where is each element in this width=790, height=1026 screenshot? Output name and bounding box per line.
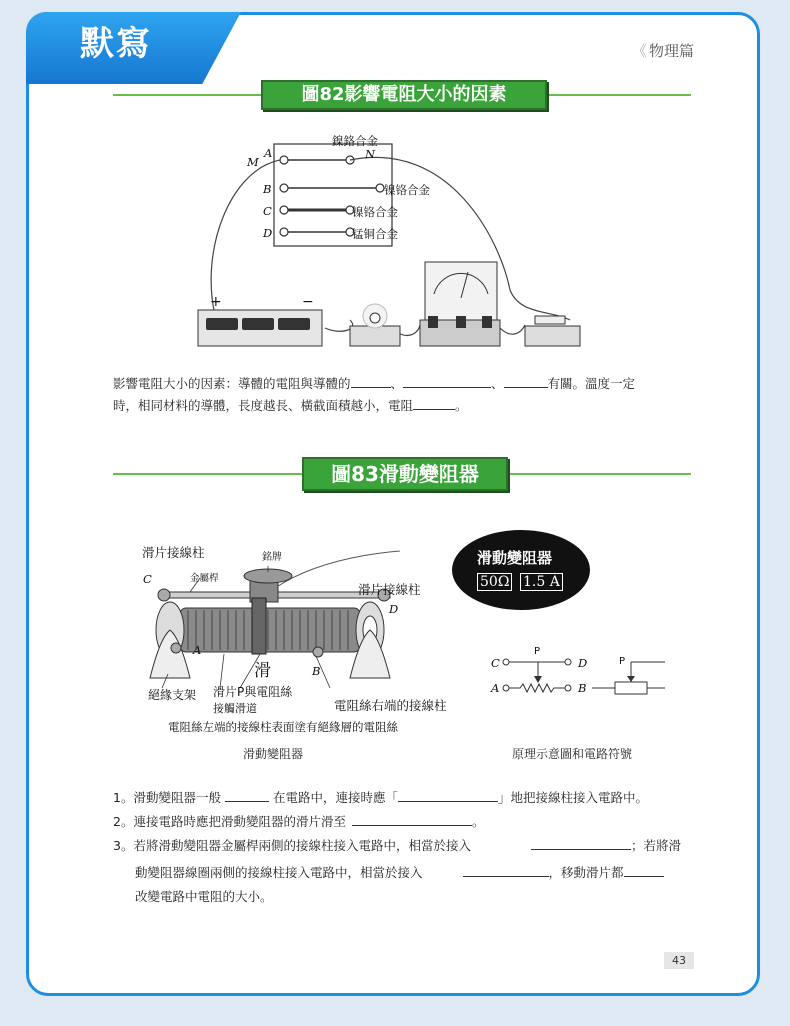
fig82-label-M: M — [247, 155, 259, 169]
fig82-text-line2: 時，相同材料的導體，長度越長、橫截面積越小，電阻 — [113, 398, 414, 413]
section-label — [632, 40, 694, 61]
label-slider-post-left: 滑片接線柱 — [142, 545, 205, 560]
caption-rheostat: 滑動變阻器 — [243, 747, 304, 761]
q3-blank-1[interactable] — [531, 835, 631, 850]
schematic-label-D: D — [578, 656, 588, 670]
battery-plus-label: + — [210, 294, 222, 310]
fig83-title: 圖83滑動變阻器 — [302, 457, 508, 491]
fig82-label-D: D — [263, 226, 273, 240]
fig82-label-A: A — [264, 146, 273, 160]
fig82-label-C: C — [263, 204, 272, 218]
q3-text-a: 3。若將滑動變阻器金屬桿兩側的接線柱接入電路中，相當於接入 — [113, 838, 471, 853]
fig82-label-B: B — [263, 182, 272, 196]
label-right-post: 電阻絲右端的接線柱 — [334, 698, 447, 713]
fig82-label-N: N — [365, 147, 376, 161]
q1-blank-2[interactable] — [398, 787, 498, 802]
label-slider-post-right: 滑片接線柱 — [358, 582, 421, 597]
question-2 — [113, 811, 484, 833]
q1-text-c: 」地把接線柱接入電路中。 — [497, 790, 648, 805]
fig82-blank-2[interactable] — [403, 373, 491, 388]
question-3-line3: 改變電路中電阻的大小。 — [135, 889, 273, 904]
nameplate-callout — [452, 530, 590, 610]
chevron-left-icon: 《 — [631, 42, 647, 60]
fig82-fill-text — [113, 373, 693, 417]
section-label-text: 物理篇 — [648, 42, 694, 60]
label-nameplate: 銘牌 — [262, 552, 282, 563]
label-contact-track: 接觸滑道 — [213, 702, 257, 715]
rheostat-label-C: C — [143, 572, 152, 586]
rheostat-label-B: B — [312, 664, 321, 678]
fig82-text-line1-end: 有關。溫度一定 — [547, 376, 636, 391]
fig82-label-d-alloy: 锰铜合金 — [352, 227, 398, 241]
q2-blank-1[interactable] — [352, 811, 472, 826]
fig82-label-b-alloy: 镍铬合金 — [384, 183, 430, 197]
rheostat-label-D: D — [389, 602, 399, 616]
q3-text-c: 動變阻器線圈兩側的接線柱接入電路中，相當於接入 — [135, 865, 423, 880]
q3-blank-2[interactable] — [463, 862, 549, 877]
battery-minus-label: − — [302, 294, 314, 310]
fig82-text-sep1: 、 — [390, 376, 404, 391]
nameplate-ohm: 50Ω — [477, 573, 512, 591]
fig82-text-end: 。 — [455, 398, 468, 413]
fig82-blank-3[interactable] — [504, 373, 548, 388]
label-slider-p-contact: 滑片P與電阻絲 — [213, 685, 293, 699]
schematic-label-B: B — [578, 681, 587, 695]
symbol-label-P: P — [619, 656, 626, 667]
q3-blank-3[interactable] — [624, 862, 664, 877]
page-number: 43 — [664, 952, 694, 969]
nameplate-amp: 1.5 A — [520, 573, 563, 591]
fig82-blank-4[interactable] — [413, 395, 455, 410]
fig82-text-line1: 影響電阻大小的因素：導體的電阻與導體的 — [113, 376, 351, 391]
schematic-label-P: P — [534, 646, 541, 657]
fig82-blank-1[interactable] — [351, 373, 391, 388]
fig82-label-c-alloy: 镍铬合金 — [352, 205, 398, 219]
question-1 — [113, 787, 648, 809]
q2-text-b: 。 — [471, 814, 485, 829]
question-3 — [113, 835, 681, 857]
caption-schematic: 原理示意圖和電路符號 — [512, 747, 633, 761]
q1-blank-1[interactable] — [225, 787, 269, 802]
q1-text-a: 1。滑動變阻器一般 — [113, 790, 221, 805]
fig82-label-top-alloy: 鎳鉻合金 — [332, 134, 378, 148]
label-metal-rod: 金屬桿 — [190, 573, 219, 584]
question-3-line2 — [135, 862, 664, 884]
q1-text-b: 在電路中，連接時應「 — [272, 790, 398, 805]
nameplate-title: 滑動變阻器 — [477, 549, 553, 567]
schematic-label-A: A — [491, 681, 500, 695]
label-slider: 滑 — [254, 661, 271, 681]
q3-text-d: ，移動滑片都 — [548, 865, 624, 880]
fig82-text-sep2: 、 — [491, 376, 504, 391]
header-tab-title: 默寫 — [80, 24, 152, 64]
rheostat-label-A: A — [193, 643, 202, 657]
q3-text-b: ；若將滑 — [630, 838, 681, 853]
q2-text-a: 2。連接電路時應把滑動變阻器的滑片滑至 — [113, 814, 346, 829]
fig82-title: 圖82影響電阻大小的因素 — [261, 80, 547, 110]
label-left-post: 電阻絲左端的接線柱表面塗有絕緣層的電阻絲 — [168, 720, 398, 734]
schematic-label-C: C — [491, 656, 500, 670]
label-insulating-stand: 絕緣支架 — [148, 688, 197, 702]
